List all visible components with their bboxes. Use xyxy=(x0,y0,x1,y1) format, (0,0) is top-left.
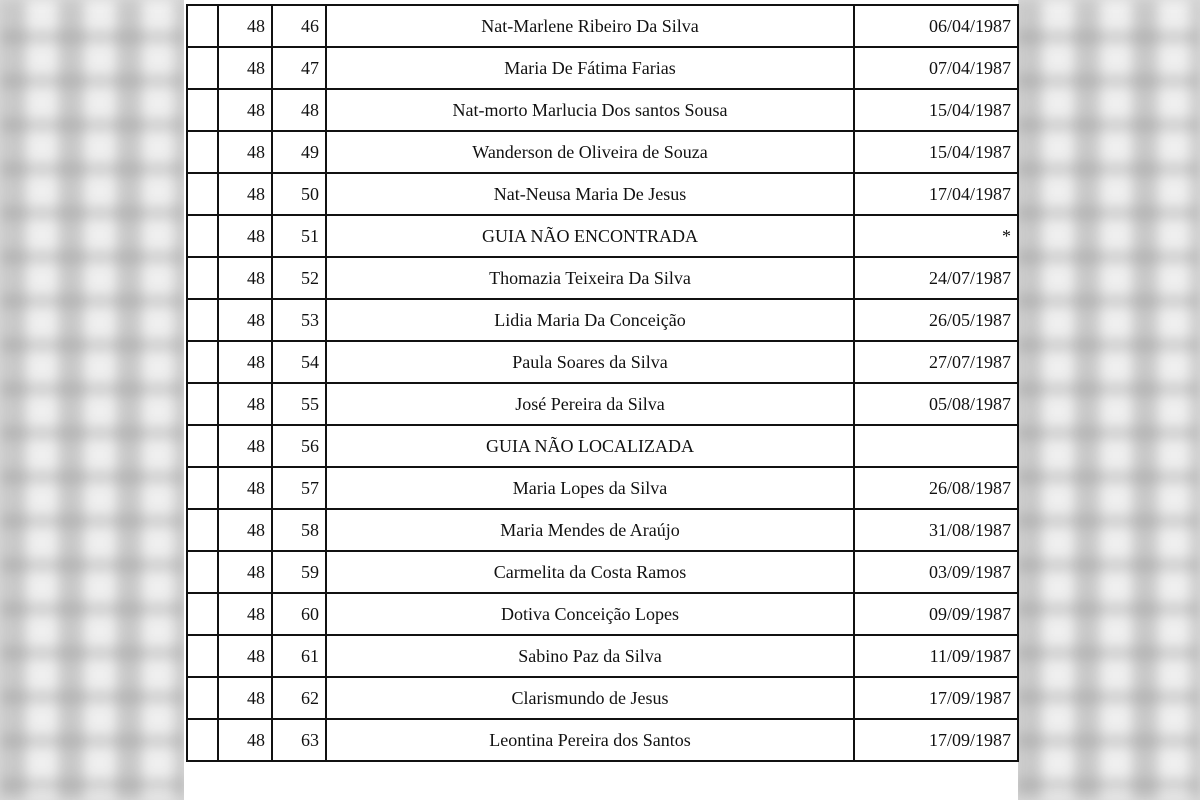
name-cell: José Pereira da Silva xyxy=(326,383,854,425)
book-number-cell: 48 xyxy=(218,593,272,635)
date-cell: * xyxy=(854,215,1018,257)
blank-cell xyxy=(187,131,218,173)
entry-number-cell: 49 xyxy=(272,131,326,173)
date-cell: 03/09/1987 xyxy=(854,551,1018,593)
name-cell: Dotiva Conceição Lopes xyxy=(326,593,854,635)
book-number-cell: 48 xyxy=(218,173,272,215)
blank-cell xyxy=(187,215,218,257)
book-number-cell: 48 xyxy=(218,677,272,719)
date-cell: 26/08/1987 xyxy=(854,467,1018,509)
table-row xyxy=(187,551,1018,593)
name-cell: Maria De Fátima Farias xyxy=(326,47,854,89)
name-cell: Paula Soares da Silva xyxy=(326,341,854,383)
table-row xyxy=(187,593,1018,635)
entry-number-cell: 55 xyxy=(272,383,326,425)
name-cell: GUIA NÃO LOCALIZADA xyxy=(326,425,854,467)
name-cell: Nat-Neusa Maria De Jesus xyxy=(326,173,854,215)
entry-number-cell: 57 xyxy=(272,467,326,509)
name-cell: Nat-morto Marlucia Dos santos Sousa xyxy=(326,89,854,131)
name-cell: Thomazia Teixeira Da Silva xyxy=(326,257,854,299)
date-cell: 17/04/1987 xyxy=(854,173,1018,215)
book-number-cell: 48 xyxy=(218,215,272,257)
blank-cell xyxy=(187,425,218,467)
date-cell: 11/09/1987 xyxy=(854,635,1018,677)
book-number-cell: 48 xyxy=(218,47,272,89)
blank-cell xyxy=(187,509,218,551)
date-cell: 07/04/1987 xyxy=(854,47,1018,89)
name-cell: GUIA NÃO ENCONTRADA xyxy=(326,215,854,257)
blank-cell xyxy=(187,47,218,89)
table-row xyxy=(187,173,1018,215)
entry-number-cell: 54 xyxy=(272,341,326,383)
name-cell: Carmelita da Costa Ramos xyxy=(326,551,854,593)
book-number-cell: 48 xyxy=(218,467,272,509)
date-cell: 27/07/1987 xyxy=(854,341,1018,383)
entry-number-cell: 51 xyxy=(272,215,326,257)
entry-number-cell: 63 xyxy=(272,719,326,761)
table-row xyxy=(187,635,1018,677)
table-row xyxy=(187,5,1018,47)
blurred-background-right xyxy=(1016,0,1200,800)
blank-cell xyxy=(187,677,218,719)
book-number-cell: 48 xyxy=(218,719,272,761)
book-number-cell: 48 xyxy=(218,551,272,593)
table-row xyxy=(187,509,1018,551)
date-cell: 15/04/1987 xyxy=(854,131,1018,173)
entry-number-cell: 52 xyxy=(272,257,326,299)
blank-cell xyxy=(187,5,218,47)
date-cell xyxy=(854,425,1018,467)
book-number-cell: 48 xyxy=(218,5,272,47)
name-cell: Leontina Pereira dos Santos xyxy=(326,719,854,761)
table-row xyxy=(187,383,1018,425)
entry-number-cell: 56 xyxy=(272,425,326,467)
book-number-cell: 48 xyxy=(218,299,272,341)
blank-cell xyxy=(187,635,218,677)
table-row xyxy=(187,299,1018,341)
entry-number-cell: 53 xyxy=(272,299,326,341)
date-cell: 24/07/1987 xyxy=(854,257,1018,299)
name-cell: Lidia Maria Da Conceição xyxy=(326,299,854,341)
name-cell: Nat-Marlene Ribeiro Da Silva xyxy=(326,5,854,47)
blank-cell xyxy=(187,341,218,383)
entry-number-cell: 47 xyxy=(272,47,326,89)
blank-cell xyxy=(187,257,218,299)
table-row xyxy=(187,131,1018,173)
table-row xyxy=(187,257,1018,299)
table-row xyxy=(187,677,1018,719)
name-cell: Maria Mendes de Araújo xyxy=(326,509,854,551)
table-row xyxy=(187,467,1018,509)
name-cell: Maria Lopes da Silva xyxy=(326,467,854,509)
entry-number-cell: 46 xyxy=(272,5,326,47)
entry-number-cell: 59 xyxy=(272,551,326,593)
blank-cell xyxy=(187,89,218,131)
records-table xyxy=(186,4,1019,762)
book-number-cell: 48 xyxy=(218,89,272,131)
blank-cell xyxy=(187,299,218,341)
blank-cell xyxy=(187,551,218,593)
table-row xyxy=(187,719,1018,761)
name-cell: Wanderson de Oliveira de Souza xyxy=(326,131,854,173)
table-row xyxy=(187,425,1018,467)
blurred-background-left xyxy=(0,0,185,800)
entry-number-cell: 60 xyxy=(272,593,326,635)
book-number-cell: 48 xyxy=(218,131,272,173)
book-number-cell: 48 xyxy=(218,425,272,467)
blank-cell xyxy=(187,383,218,425)
document-page xyxy=(184,0,1018,800)
table-row xyxy=(187,47,1018,89)
table-row xyxy=(187,341,1018,383)
entry-number-cell: 48 xyxy=(272,89,326,131)
date-cell: 06/04/1987 xyxy=(854,5,1018,47)
date-cell: 09/09/1987 xyxy=(854,593,1018,635)
date-cell: 17/09/1987 xyxy=(854,719,1018,761)
name-cell: Sabino Paz da Silva xyxy=(326,635,854,677)
date-cell: 15/04/1987 xyxy=(854,89,1018,131)
book-number-cell: 48 xyxy=(218,635,272,677)
blank-cell xyxy=(187,173,218,215)
blank-cell xyxy=(187,719,218,761)
date-cell: 05/08/1987 xyxy=(854,383,1018,425)
book-number-cell: 48 xyxy=(218,257,272,299)
book-number-cell: 48 xyxy=(218,509,272,551)
entry-number-cell: 62 xyxy=(272,677,326,719)
name-cell: Clarismundo de Jesus xyxy=(326,677,854,719)
date-cell: 31/08/1987 xyxy=(854,509,1018,551)
date-cell: 26/05/1987 xyxy=(854,299,1018,341)
blank-cell xyxy=(187,593,218,635)
entry-number-cell: 50 xyxy=(272,173,326,215)
book-number-cell: 48 xyxy=(218,341,272,383)
table-row xyxy=(187,215,1018,257)
blank-cell xyxy=(187,467,218,509)
date-cell: 17/09/1987 xyxy=(854,677,1018,719)
entry-number-cell: 58 xyxy=(272,509,326,551)
entry-number-cell: 61 xyxy=(272,635,326,677)
book-number-cell: 48 xyxy=(218,383,272,425)
table-row xyxy=(187,89,1018,131)
records-table-body xyxy=(187,5,1018,761)
